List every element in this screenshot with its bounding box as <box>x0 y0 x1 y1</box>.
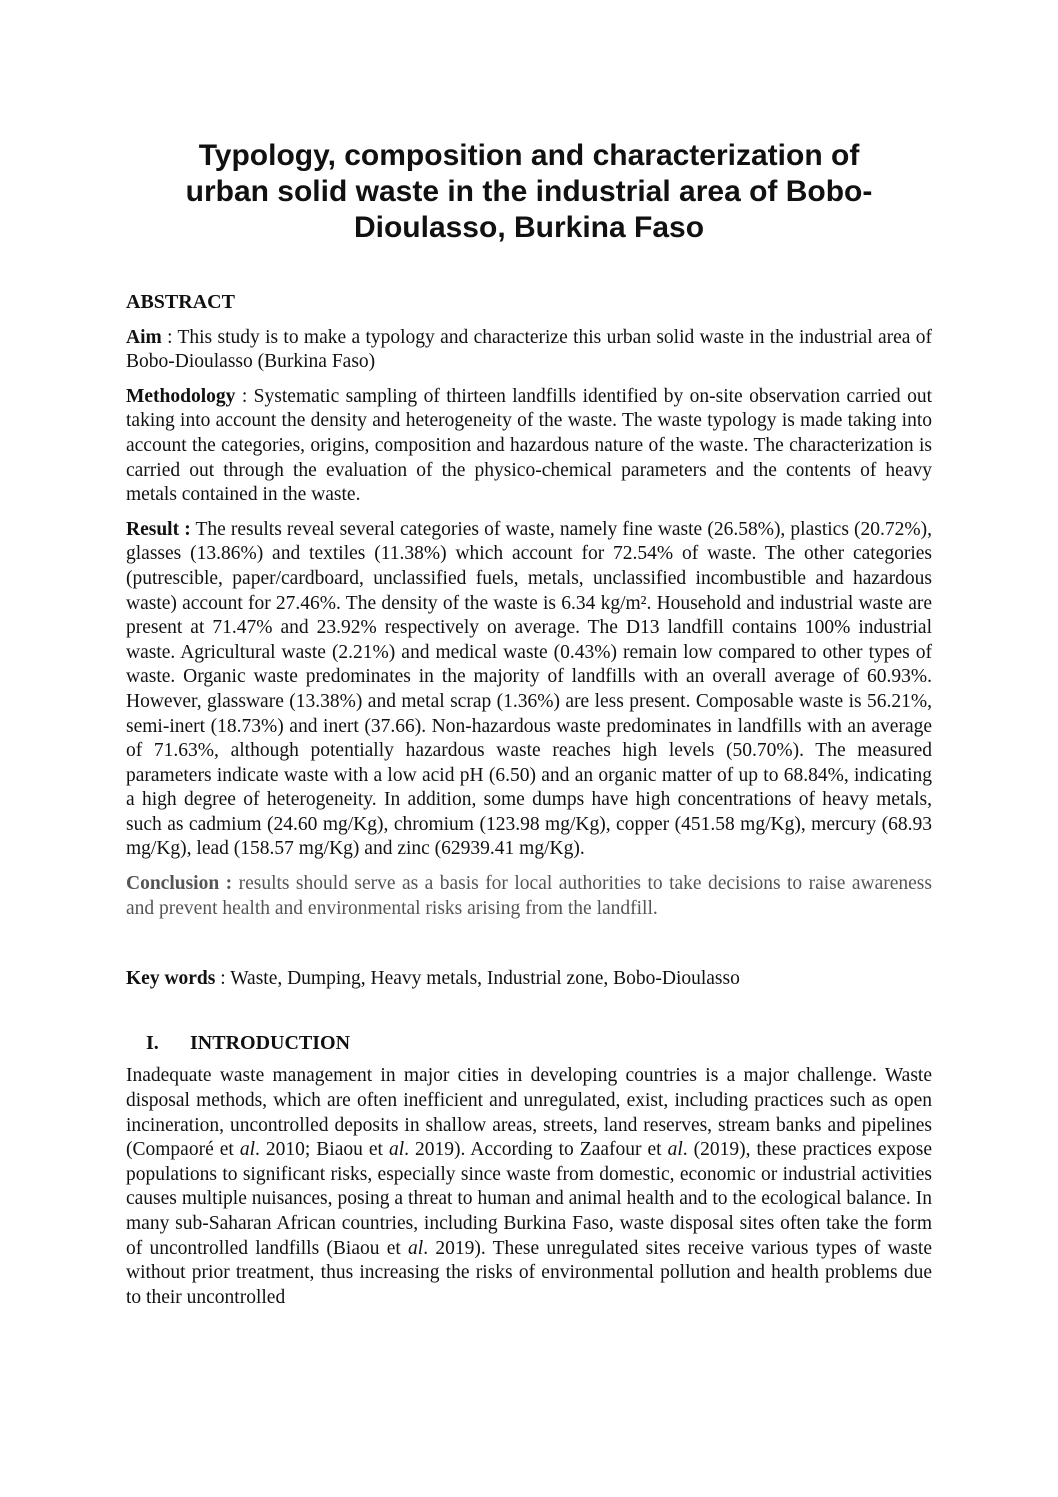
intro-text-2: . 2010; Biaou et <box>254 1139 389 1161</box>
paper-title <box>126 138 932 246</box>
conclusion-text: results should serve as a basis for local authorities to take decisions to raise awareness and prevent health and environmental risks arising from the landfill. <box>126 873 932 919</box>
introduction-paragraph <box>126 1064 932 1310</box>
abstract-aim <box>126 326 932 375</box>
abstract-methodology <box>126 385 932 508</box>
title-line-1: Typology, composition and characterization of <box>198 139 860 172</box>
keywords-text: : Waste, Dumping, Heavy metals, Industrial zone, Bobo-Dioulasso <box>215 968 740 990</box>
methodology-label: Methodology <box>126 385 236 407</box>
section-number: I. <box>146 1031 159 1054</box>
keywords-label: Key words <box>126 968 216 990</box>
abstract-result <box>126 518 932 862</box>
methodology-text: : Systematic sampling of thirteen landfills identified by on-site observation carried out taking into account the density and heterogeneity of the waste. The waste typology is made taking into account the categories, origins, composition and hazardous nature of the waste. The characterization is carried out through the evaluation of the physico-chemical parameters and the contents of heavy metals contained in the waste. <box>126 385 932 506</box>
section-title: INTRODUCTION <box>190 1031 351 1054</box>
etal-4: al <box>408 1237 424 1259</box>
abstract-heading: ABSTRACT <box>126 291 235 313</box>
intro-text-4: . (2019), these practices expose populations to significant risks, especially since waste from domestic, economic or industrial activities causes multiple nuisances, posing a threat to human and animal health and to the ecological balance. In many sub-Saharan African countries, including Burkina Faso, waste disposal sites often take the form of uncontrolled landfills (Biaou et <box>126 1139 933 1259</box>
conclusion-label: Conclusion : <box>126 873 233 895</box>
title-line-2: urban solid waste in the industrial area of Bobo- <box>185 175 873 208</box>
introduction-heading <box>126 1031 932 1056</box>
intro-text-5: . 2019). These unregulated sites receive various types of waste without prior treatment, thus increasing the risks of environmental pollution and health problems due to their uncontrolled <box>126 1237 933 1308</box>
intro-text-3: . 2019). According to Zaafour et <box>404 1139 668 1161</box>
intro-text-1: Inadequate waste management in major cities in developing countries is a major challenge. Waste disposal methods, which are often inefficient and unregulated, exist, including practices such as open incineration, uncontrolled deposits in shallow areas, streets, land reserves, stream banks and pipelines (Compaoré et <box>126 1065 932 1161</box>
etal-3: al <box>667 1139 683 1161</box>
keywords <box>126 967 932 992</box>
aim-text: : This study is to make a typology and characterize this urban solid waste in the industrial area of Bobo-Dioulasso (Burkina Faso) <box>126 326 932 373</box>
aim-label: Aim <box>126 326 162 348</box>
etal-2: al <box>388 1139 405 1161</box>
result-text: The results reveal several categories of waste, namely fine waste (26.58%), plastics (20.72%), glasses (13.86%) and textiles (11.38%) which account for 72.54% of waste. The other categories (putrescible, paper/cardboard, unclassified fuels, metals, unclassified incombustible and hazardous waste) account for 27.46%. The density of the waste is 6.34 kg/m². Household and industrial waste are present at 71.47% and 23.92% respectively on average. The D13 landfill contains 100% industrial waste. Agricultural waste (2.21%) and medical waste (0.43%) remain low compared to other types of waste. Organic waste predominates in the majority of landfills with an overall average of 60.93%. However, glassware (13.38%) and metal scrap (1.36%) are less present. Composable waste is 56.21%, semi-inert (18.73%) and inert (37.66). Non-hazardous waste predominates in landfills with an average of 71.63%, although potentially hazardous waste reaches high levels (50.70%). The measured parameters indicate waste with a low acid pH (6.50) and an organic matter of up to 68.84%, indicating a high degree of heterogeneity. In addition, some dumps have high concentrations of heavy metals, such as cadmium (24.60 mg/Kg), chromium (123.98 mg/Kg), copper (451.58 mg/Kg), mercury (68.93 mg/Kg), lead (158.57 mg/Kg) and zinc (62939.41 mg/Kg). <box>126 518 933 860</box>
etal-1: al <box>239 1139 255 1161</box>
abstract-conclusion <box>126 872 932 921</box>
result-label: Result : <box>126 518 191 540</box>
title-line-3: Dioulasso, Burkina Faso <box>353 211 705 244</box>
paper-page <box>126 138 932 1310</box>
